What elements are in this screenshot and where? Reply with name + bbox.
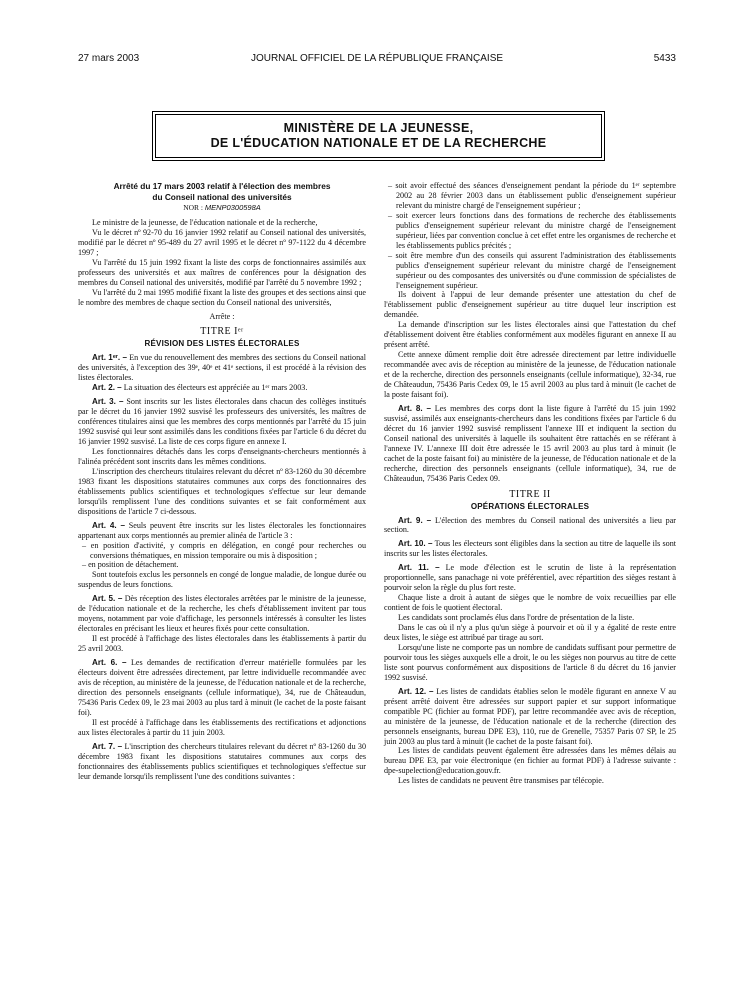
article-7: Art. 7. – L'inscription des chercheurs titulaires relevant du décret nº 83-1260 du 30 décembre 1983 fixant les dispositions statutaires communes aux corps des fonctionnaires des établissements publics scientifiques et technologiques s'effectue sur leur demande lorsqu'ils remplissent l'une des conditions suivantes : [78,741,366,781]
section-heading-1: RÉVISION DES LISTES ÉLECTORALES [144,339,300,349]
article-7-para-2: Ils doivent à l'appui de leur demande présenter une attestation du chef de l'établissement public d'enseignement supérieur au titre duquel leur inscription est demandée. [384,290,676,320]
preamble-3: Vu l'arrêté du 15 juin 1992 fixant la liste des corps de fonctionnaires assimilés aux professeurs des universités et aux maîtres de conférences pour la désignation des membres du Conseil national des universités, modifié par l'arrêté du 5 novembre 1992 ; [78,257,366,287]
article-7-item-2: – soit exercer leurs fonctions dans des formations de recherche des établissements publics d'enseignement supérieur relevant du ministre chargé de l'enseignement supérieur, liées par convention conclue à cet effet entre les organismes de recherche et les établissements publics précités ; [388,210,676,250]
header-page-number: 5433 [653,53,676,64]
article-6-para-2: Il est procédé à l'affichage dans les établissements des rectifications et adjonctions aux listes électorales à partir du 11 juin 2003. [78,717,366,737]
section-heading-2: OPÉRATIONS ÉLECTORALES [470,501,590,511]
right-column [384,181,676,786]
article-4-para-2: Sont toutefois exclus les personnels en congé de longue maladie, de longue durée ou suspendus de leurs fonctions. [78,570,366,590]
article-5: Art. 5. – Dès réception des listes électorales arrêtées par le ministre de la jeunesse, de l'éducation nationale et de la recherche, les chefs d'établissement invitent par tous moyens, notamment par voie d'affichage, les personnels intéressés à consulter les listes électorales en précisant les lieux et heures fixés pour cette consultation. [78,594,366,634]
preamble-2: Vu le décret nº 92-70 du 16 janvier 1992 relatif au Conseil national des universités, modifié par le décret nº 95-489 du 27 avril 1995 et le décret nº 97-1122 du 4 décembre 1997 ; [78,227,366,257]
article-1: Art. 1ᵉʳ. – En vue du renouvellement des membres des sections du Conseil national des universités, à l'exception des 39ᵉ, 40ᵉ et 41ᵉ sections, il est procédé à la révision des listes électorales. [78,353,366,383]
arrete-label: Arrête : [209,311,235,321]
nor-reference: NOR : MENP0300598A [183,203,261,212]
ministry-line-1: MINISTÈRE DE LA JEUNESSE, [283,121,474,135]
article-11: Art. 11. – Le mode d'élection est le scrutin de liste à la représentation proportionnelle, sans panachage ni vote préférentiel, avec répartition des sièges restant à pourvoir selon la règle du plus fort reste. [384,563,676,593]
preamble-1: Le ministre de la jeunesse, de l'éducation nationale et de la recherche, [92,217,318,227]
ministry-box [152,111,605,161]
article-2: Art. 2. – La situation des électeurs est appréciée au 1ᵉʳ mars 2003. [92,383,308,393]
article-7-item-1: – soit avoir effectué des séances d'enseignement pendant la période du 1ᵉʳ septembre 2002 au 28 février 2003 dans un établissement public d'enseignement supérieur relevant du ministre chargé de l'enseignement supérieur ; [388,181,676,210]
article-7-para-4: Cette annexe dûment remplie doit être adressée directement par lettre individuelle recommandée avec avis de réception au ministère de la jeunesse, de l'éducation nationale et de la recherche, direction des personnels enseignants (cellule informatique), 32-34, rue de Châteaudun, 75436 Paris Cedex 09, le 15 avril 2003 au plus tard à minuit (le cachet de la poste faisant foi). [384,350,676,400]
article-11-para-3: Les candidats sont proclamés élus dans l'ordre de présentation de la liste. [398,613,635,623]
header-journal-title: JOURNAL OFFICIEL DE LA RÉPUBLIQUE FRANÇAISE [250,53,504,64]
article-11-para-4: Dans le cas où il n'y a plus qu'un siège à pourvoir et où il y a égalité de reste entre deux listes, le siège est attribué par tirage au sort. [384,623,676,642]
ministry-line-2: DE L'ÉDUCATION NATIONALE ET DE LA RECHERCHE [210,136,547,150]
article-3-para-3: L'inscription des chercheurs titulaires relevant du décret nº 83-1260 du 30 décembre 1983 fixant les dispositions statutaires communes aux corps des fonctionnaires des établissements publics scientifiques et technologiques s'effectue sur leur demande lorsqu'ils remplissent l'une des conditions suivantes et se fait conformément aux dispositions de l'article 7 ci-dessous. [78,466,366,516]
article-11-para-5: Lorsqu'une liste ne comporte pas un nombre de candidats suffisant pour permettre de pourvoir tous les sièges auxquels elle a droit, le ou les sièges non pourvus au titre de cette liste sont pourvus conformément aux dispositions de l'article 8 du décret du 16 janvier 1992 susvisé. [384,642,676,682]
titre-1: TITRE Iᵉʳ [200,326,244,338]
article-5-para-2: Il est procédé à l'affichage des listes électorales dans les établissements à partir du 25 avril 2003. [78,634,366,654]
article-9: Art. 9. – L'élection des membres du Conseil national des universités a lieu par section. [384,515,676,535]
article-12-para-3: Les listes de candidats ne peuvent être transmises par télécopie. [398,776,604,786]
article-12: Art. 12. – Les listes de candidats établies selon le modèle figurant en annexe V au présent arrêté doivent être adressées sur support papier et sur support informatique compatible PC (fichier au format PDF), par lettre recommandée avec avis de réception, au ministère de la jeunesse, de l'éducation nationale et de la recherche (direction des personnels enseignants, bureau DPE E3), 110, rue de Grenelle, 75357 Paris 07 SP, le 25 juin 2003 au plus tard à minuit (le cachet de la poste faisant foi). [384,686,676,746]
article-4-item-1: – en position d'activité, y compris en délégation, en congé pour recherches ou conversions thématiques, en mission temporaire ou mis à disposition ; [82,540,366,560]
article-7-item-3: – soit être membre d'un des conseils qui assurent l'administration des établissements publics d'enseignement supérieur relevant du ministre chargé de l'enseignement supérieur ou des composantes des universités ou d'une commission de spécialistes de l'enseignement supérieur. [388,250,676,290]
article-4: Art. 4. – Seuls peuvent être inscrits sur les listes électorales les fonctionnaires appartenant aux corps mentionnés au premier alinéa de l'article 3 : [78,520,366,540]
preamble-4: Vu l'arrêté du 2 mai 1995 modifié fixant la liste des groupes et des sections ainsi que le nombre des membres de chaque section du Conseil national des universités, [78,287,366,307]
titre-2: TITRE II [509,488,551,500]
article-4-item-2: – en position de détachement. [82,560,179,570]
article-8: Art. 8. – Les membres des corps dont la liste figure à l'arrêté du 15 juin 1992 susvisé, assimilés aux enseignants-chercheurs dans les conditions fixées par l'article 6 du décret du 16 janvier 1992 susvisé remplissent l'annexe III et indiquent la section du Conseil national des universités à laquelle ils souhaitent être rattachés en se référant à l'annexe IV. L'annexe III doit être adressée le 15 avril 2003 au plus tard à minuit (le cachet de la poste faisant foi) au ministère de la jeunesse, de l'éducation nationale et de la recherche, direction des personnels enseignants (cellule informatique), 34, rue de Châteaudun, 75436 Paris Cedex 09. [384,403,676,483]
left-column [78,181,366,781]
article-7-para-3: La demande d'inscription sur les listes électorales ainsi que l'attestation du chef d'établissement doivent être établies conformément aux modèles figurant en annexe II au présent arrêté. [384,320,676,350]
header-date: 27 mars 2003 [78,53,140,64]
article-3-para-2: Les fonctionnaires détachés dans les corps d'enseignants-chercheurs mentionnés à l'alinéa précédent sont inscrits dans les mêmes conditions. [78,446,366,466]
article-3: Art. 3. – Sont inscrits sur les listes électorales dans chacun des collèges institués par le décret du 16 janvier 1992 susvisé les professeurs des universités, les maîtres de conférences titulaires ainsi que les membres des corps mentionnés par l'arrêté du 15 juin 1992 susvisé qui leur sont assimilés dans les conditions fixées par l'article 6 du décret du 16 janvier 1992 susvisé. La liste de ces corps figure en annexe I. [78,397,366,447]
decree-title: Arrêté du 17 mars 2003 relatif à l'élection des membres du Conseil national des universités [113,181,331,202]
article-10: Art. 10. – Tous les électeurs sont éligibles dans la section au titre de laquelle ils sont inscrits sur les listes électorales. [384,539,676,559]
article-11-para-2: Chaque liste a droit à autant de sièges que le nombre de voix recueillies par elle contient de fois le quotient électoral. [384,593,676,613]
article-12-para-2: Les listes de candidats peuvent également être adressées dans les mêmes délais au bureau DPE E3, par voie électronique (en fichier au format PDF) à l'adresse suivante : dpe-supelection@education.gouv.fr. [384,746,676,776]
article-6: Art. 6. – Les demandes de rectification d'erreur matérielle formulées par les électeurs doivent être adressées directement, par lettre individuelle recommandée avec avis de réception, au ministère de la jeunesse, de l'éducation nationale et de la recherche, direction des personnels enseignants (cellule informatique), 34, rue de Châteaudun, 75436 Paris Cedex 09, le 23 mai 2003 au plus tard à minuit (le cachet de la poste faisant foi). [78,658,366,717]
